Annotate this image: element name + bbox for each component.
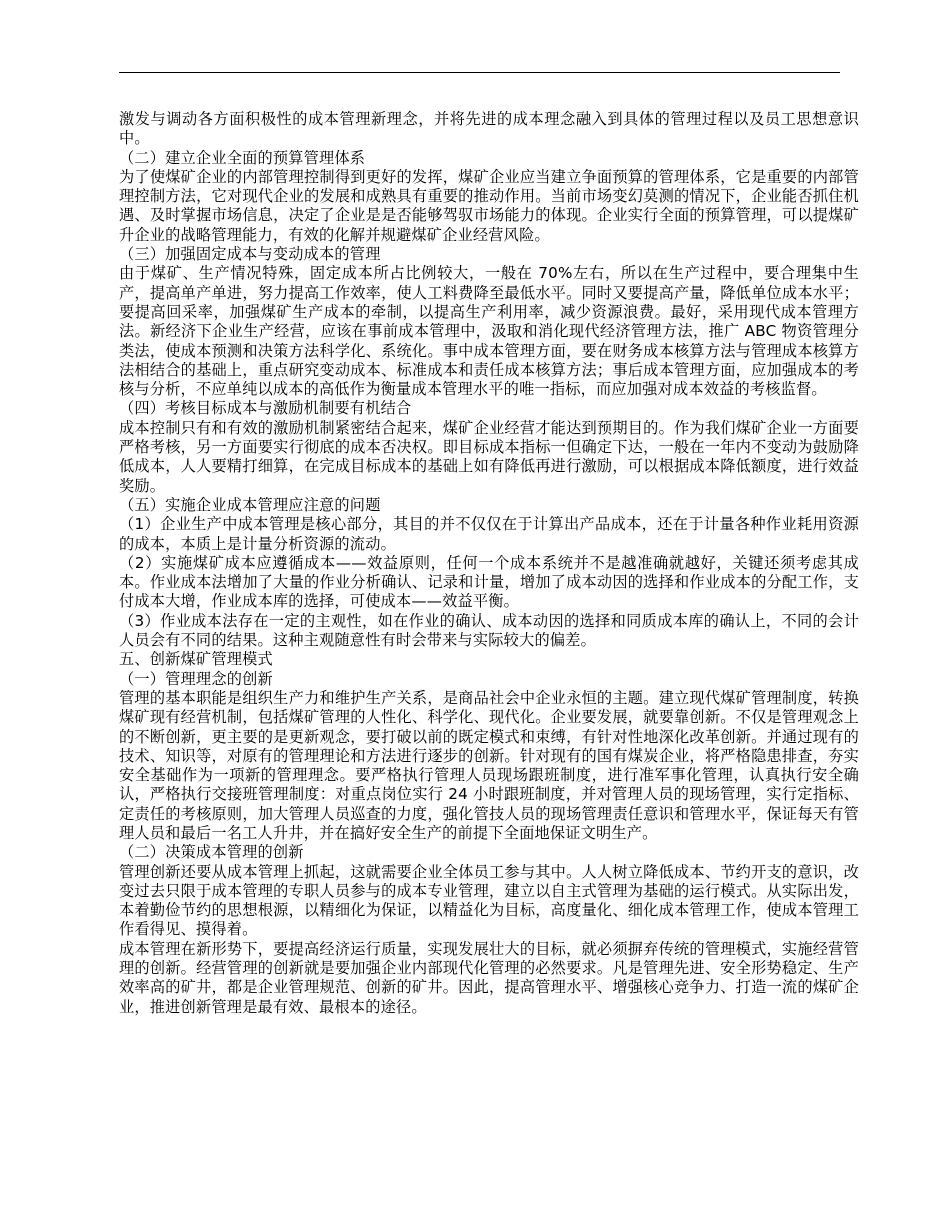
- paragraph: 由于煤矿、生产情况特殊，固定成本所占比例较大，一般在 70%左右，所以在生产过程中，要合理集中生产，提高单产单进，努力提高工作效率，使人工料费降至最低水平。同时又要提高产量，降低单位成本水平；要提高回采率，加强煤矿生产成本的牵制，以提高生产利用率，减少资源浪费。最好，采用现代成本管理方法。新经济下企业生产经营，应该在事前成本管理中，汲取和消化现代经济管理方法，推广 ABC 物资管理分类法，使成本预测和决策方法科学化、系统化。事中成本管理方面，要在财务成本核算方法与管理成本核算方法相结合的基础上，重点研究变动成本、标准成本和责任成本核算方法；事后成本管理方面，应加强成本的考核与分析，不应单纯以成本的高低作为衡量成本管理水平的唯一指标，而应加强对成本效益的考核监督。: [119, 264, 859, 399]
- paragraph: 激发与调动各方面积极性的成本管理新理念，并将先进的成本理念融入到具体的管理过程以及员工思想意识中。: [119, 110, 859, 148]
- paragraph: 成本管理在新形势下，要提高经济运行质量，实现发展壮大的目标，就必须摒弃传统的管理模式，实施经营管理的创新。经营管理的创新就是要加强企业内部现代化管理的必然要求。凡是管理先进、安全形势稳定、生产效率高的矿井，都是企业管理规范、创新的矿井。因此，提高管理水平、增强核心竞争力、打造一流的煤矿企业，推进创新管理是最有效、最根本的途径。: [119, 939, 859, 1016]
- paragraph: 管理的基本职能是组织生产力和维护生产关系，是商品社会中企业永恒的主题。建立现代煤矿管理制度，转换煤矿现有经营机制，包括煤矿管理的人性化、科学化、现代化。企业要发展，就要靠创新。不仅是管理观念上的不断创新，更主要的是更新观念，要打破以前的既定模式和束缚，有针对性地深化改革创新。并通过现有的技术、知识等，对原有的管理理论和方法进行逐步的创新。针对现有的国有煤炭企业，将严格隐患排查，夯实安全基础作为一项新的管理理念。要严格执行管理人员现场跟班制度，进行准军事化管理，认真执行安全确认，严格执行交接班管理制度：对重点岗位实行 24 小时跟班制度，并对管理人员的现场管理，实行定指标、定责任的考核原则，加大管理人员巡查的力度，强化管技人员的现场管理责任意识和管理水平，保证每天有管理人员和最后一名工人升井，并在搞好安全生产的前提下全面地保证文明生产。: [119, 688, 859, 842]
- header-rule: [119, 72, 840, 73]
- section-heading: （二）决策成本管理的创新: [119, 843, 304, 862]
- list-item: （3）作业成本法存在一定的主观性，如在作业的确认、成本动因的选择和同质成本库的确认上，不同的会计人员会有不同的结果。这种主观随意性有时会带来与实际较大的偏差。: [119, 611, 859, 650]
- list-item: （2）实施煤矿成本应遵循成本——效益原则，任何一个成本系统并不是越准确就越好，关键还须考虑其成本。作业成本法增加了大量的作业分析确认、记录和计量，增加了成本动因的选择和作业成本的分配工作，支付成本大增，作业成本库的选择，可使成本——效益平衡。: [119, 553, 859, 611]
- paragraph: 成本控制只有和有效的激励机制紧密结合起来，煤矿企业经营才能达到预期目的。作为我们煤矿企业一方面要严格考核，另一方面要实行彻底的成本否决权。即目标成本指标一但确定下达，一般在一年内不变动为鼓励降低成本，人人要精打细算，在完成目标成本的基础上如有降低再进行激励，可以根据成本降低额度，进行效益奖励。: [119, 418, 859, 495]
- section-heading: （一）管理理念的创新: [119, 669, 273, 688]
- chapter-heading: 五、创新煤矿管理模式: [119, 650, 273, 669]
- section-heading: （三）加强固定成本与变动成本的管理: [119, 245, 381, 264]
- section-heading: （二）建立企业全面的预算管理体系: [119, 148, 366, 167]
- list-item: （1）企业生产中成本管理是核心部分，其目的并不仅仅在于计算出产品成本，还在于计量各种作业耗用资源的成本，本质上是计量分析资源的流动。: [119, 515, 859, 553]
- paragraph: 管理创新还要从成本管理上抓起，这就需要企业全体员工参与其中。人人树立降低成本、节约开支的意识，改变过去只限于成本管理的专职人员参与的成本专业管理，建立以自主式管理为基础的运行模式。从实际出发，本着勤俭节约的思想根源，以精细化为保证，以精益化为目标，高度量化、细化成本管理工作，使成本管理工作看得见、摸得着。: [119, 862, 859, 939]
- section-heading: （四）考核目标成本与激励机制要有机结合: [119, 399, 412, 418]
- paragraph: 为了使煤矿企业的内部管理控制得到更好的发挥，煤矿企业应当建立争面预算的管理体系，它是重要的内部管理控制方法，它对现代企业的发展和成熟具有重要的推动作用。当前市场变幻莫测的情况下，企业能否抓住机遇、及时掌握市场信息，决定了企业是是否能够驾驭市场能力的体现。企业实行全面的预算管理，可以提煤矿升企业的战略管理能力，有效的化解并规避煤矿企业经营风险。: [119, 167, 859, 244]
- section-heading: （五）实施企业成本管理应注意的问题: [119, 495, 381, 514]
- document-body: [119, 110, 859, 1017]
